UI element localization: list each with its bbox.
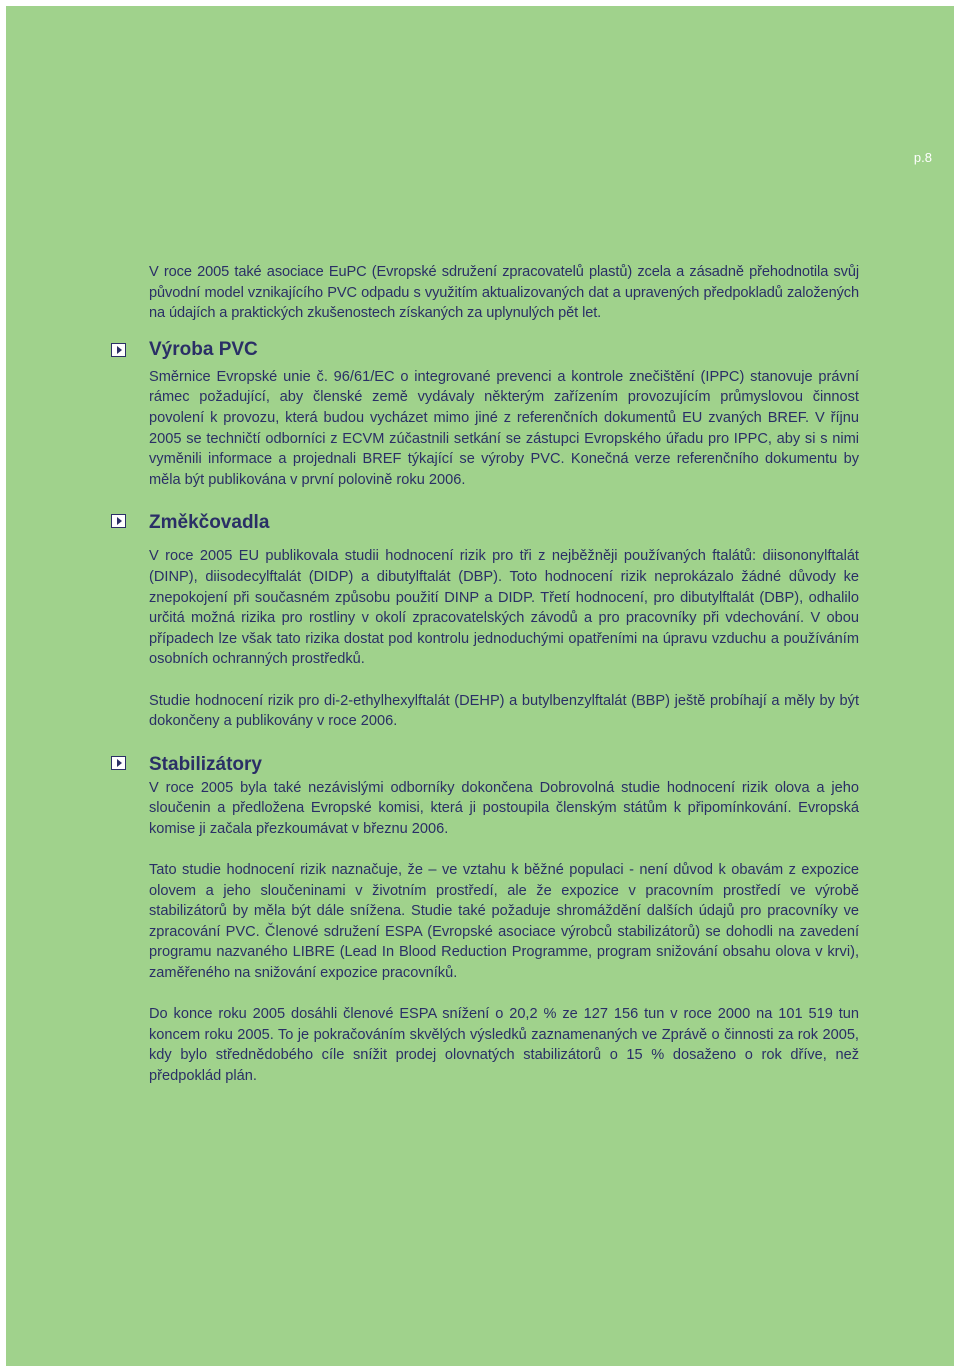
section-paragraph: Studie hodnocení rizik pro di-2-ethylhexylftalát (DEHP) a butylbenzylftalát (BBP) ještě probíhají a měly by být dokončeny a publikovány v roce 2006. xyxy=(149,692,859,730)
bullet-arrow-icon xyxy=(111,514,126,528)
section-heading: Stabilizátory xyxy=(149,753,262,775)
section-paragraph: V roce 2005 byla také nezávislými odborníky dokončena Dobrovolná studie hodnocení rizik olova a jeho sloučenin a předložena Evropské komisi, která ji postoupila členským státům k připomínkování. Evropská komise ji začala přezkoumávat v březnu 2006. xyxy=(149,779,859,837)
section-paragraph: Tato studie hodnocení rizik naznačuje, že – ve vztahu k běžné populaci - není důvod k obavám z expozice olovem a jeho sloučeninami v životním prostředí, ale že expozice v pracovním prostředí ve výrobě stabilizátorů by měla být dále snížena. Studie také požaduje shromáždění dalších údajů pro pracovníky ve zpracování PVC. Členové sdružení ESPA (Evropské asociace výrobců stabilizátorů) se dohodli na zavedení programu nazvaného LIBRE (Lead In Blood Reduction Programme, program snižování obsahu olova v krvi), zaměřeného na snižování expozice pracovníků. xyxy=(149,862,859,982)
section-paragraph: Do konce roku 2005 dosáhli členové ESPA snížení o 20,2 % ze 127 156 tun v roce 2000 na 101 519 tun koncem roku 2005. To je pokračováním skvělých výsledků zaznamenaných ve Zprávě o činnosti za rok 2005, kdy bylo střednědobého cíle snížit prodej olovnatých stabilizátorů o 15 % dosaženo o rok dříve, než předpoklád plán. xyxy=(149,1006,859,1084)
main-content xyxy=(149,262,859,1087)
section-heading: Výroba PVC xyxy=(149,338,258,360)
intro-paragraph: V roce 2005 také asociace EuPC (Evropské sdružení zpracovatelů plastů) zcela a zásadně přehodnotila svůj původní model vznikajícího PVC odpadu s využitím aktualizovaných dat a upravených předpokladů založených na údajích a praktických zkušenostech získaných za uplynulých pět let. xyxy=(149,264,859,322)
section-paragraph: V roce 2005 EU publikovala studii hodnocení rizik pro tři z nejběžněji používaných ftalátů: diisononylftalát (DINP), diisodecylftalát (DIDP) a dibutylftalát (DBP). Toto hodnocení rizik neprokázalo žádné důvody ke znepokojení při současném způsobu použití DINP a DIDP. Třetí hodnocení, pro dibutylftalát (DBP), odhalilo určitá možná rizika pro rostliny v okolí zpracovatelských závodů a pro pracovníky při vdechování. V obou případech lze však tato rizika dostat pod kontrolu jednoduchými opatřeními na úpravu vzduchu a používáním osobních ochranných prostředků. xyxy=(149,548,859,668)
section-heading: Změkčovadla xyxy=(149,512,270,534)
bullet-arrow-icon xyxy=(111,343,126,357)
page-number: p.8 xyxy=(913,150,932,165)
section-paragraph: Směrnice Evropské unie č. 96/61/EC o integrované prevenci a kontrole znečištění (IPPC) stanovuje právní rámec požadující, aby členské země vydávaly některým zařízením provozujícím průmyslovou činnost povolení k provozu, která budou vycházet mimo jiné z referenčních dokumentů EU zvaných BREF. V říjnu 2005 se techničtí odborníci z ECVM zúčastnili setkání se zástupci Evropského úřadu pro IPPC, aby si s nimi vyměnili informace a projednali BREF týkající se výroby PVC. Konečná verze referenčního dokumentu by měla být publikována v první polovině roku 2006. xyxy=(149,368,859,488)
section-stabilizatory xyxy=(149,752,859,1087)
page-background xyxy=(6,6,954,1366)
section-vyroba-pvc xyxy=(149,337,859,491)
section-zmekcovadla xyxy=(149,510,859,731)
bullet-arrow-icon xyxy=(111,756,126,770)
